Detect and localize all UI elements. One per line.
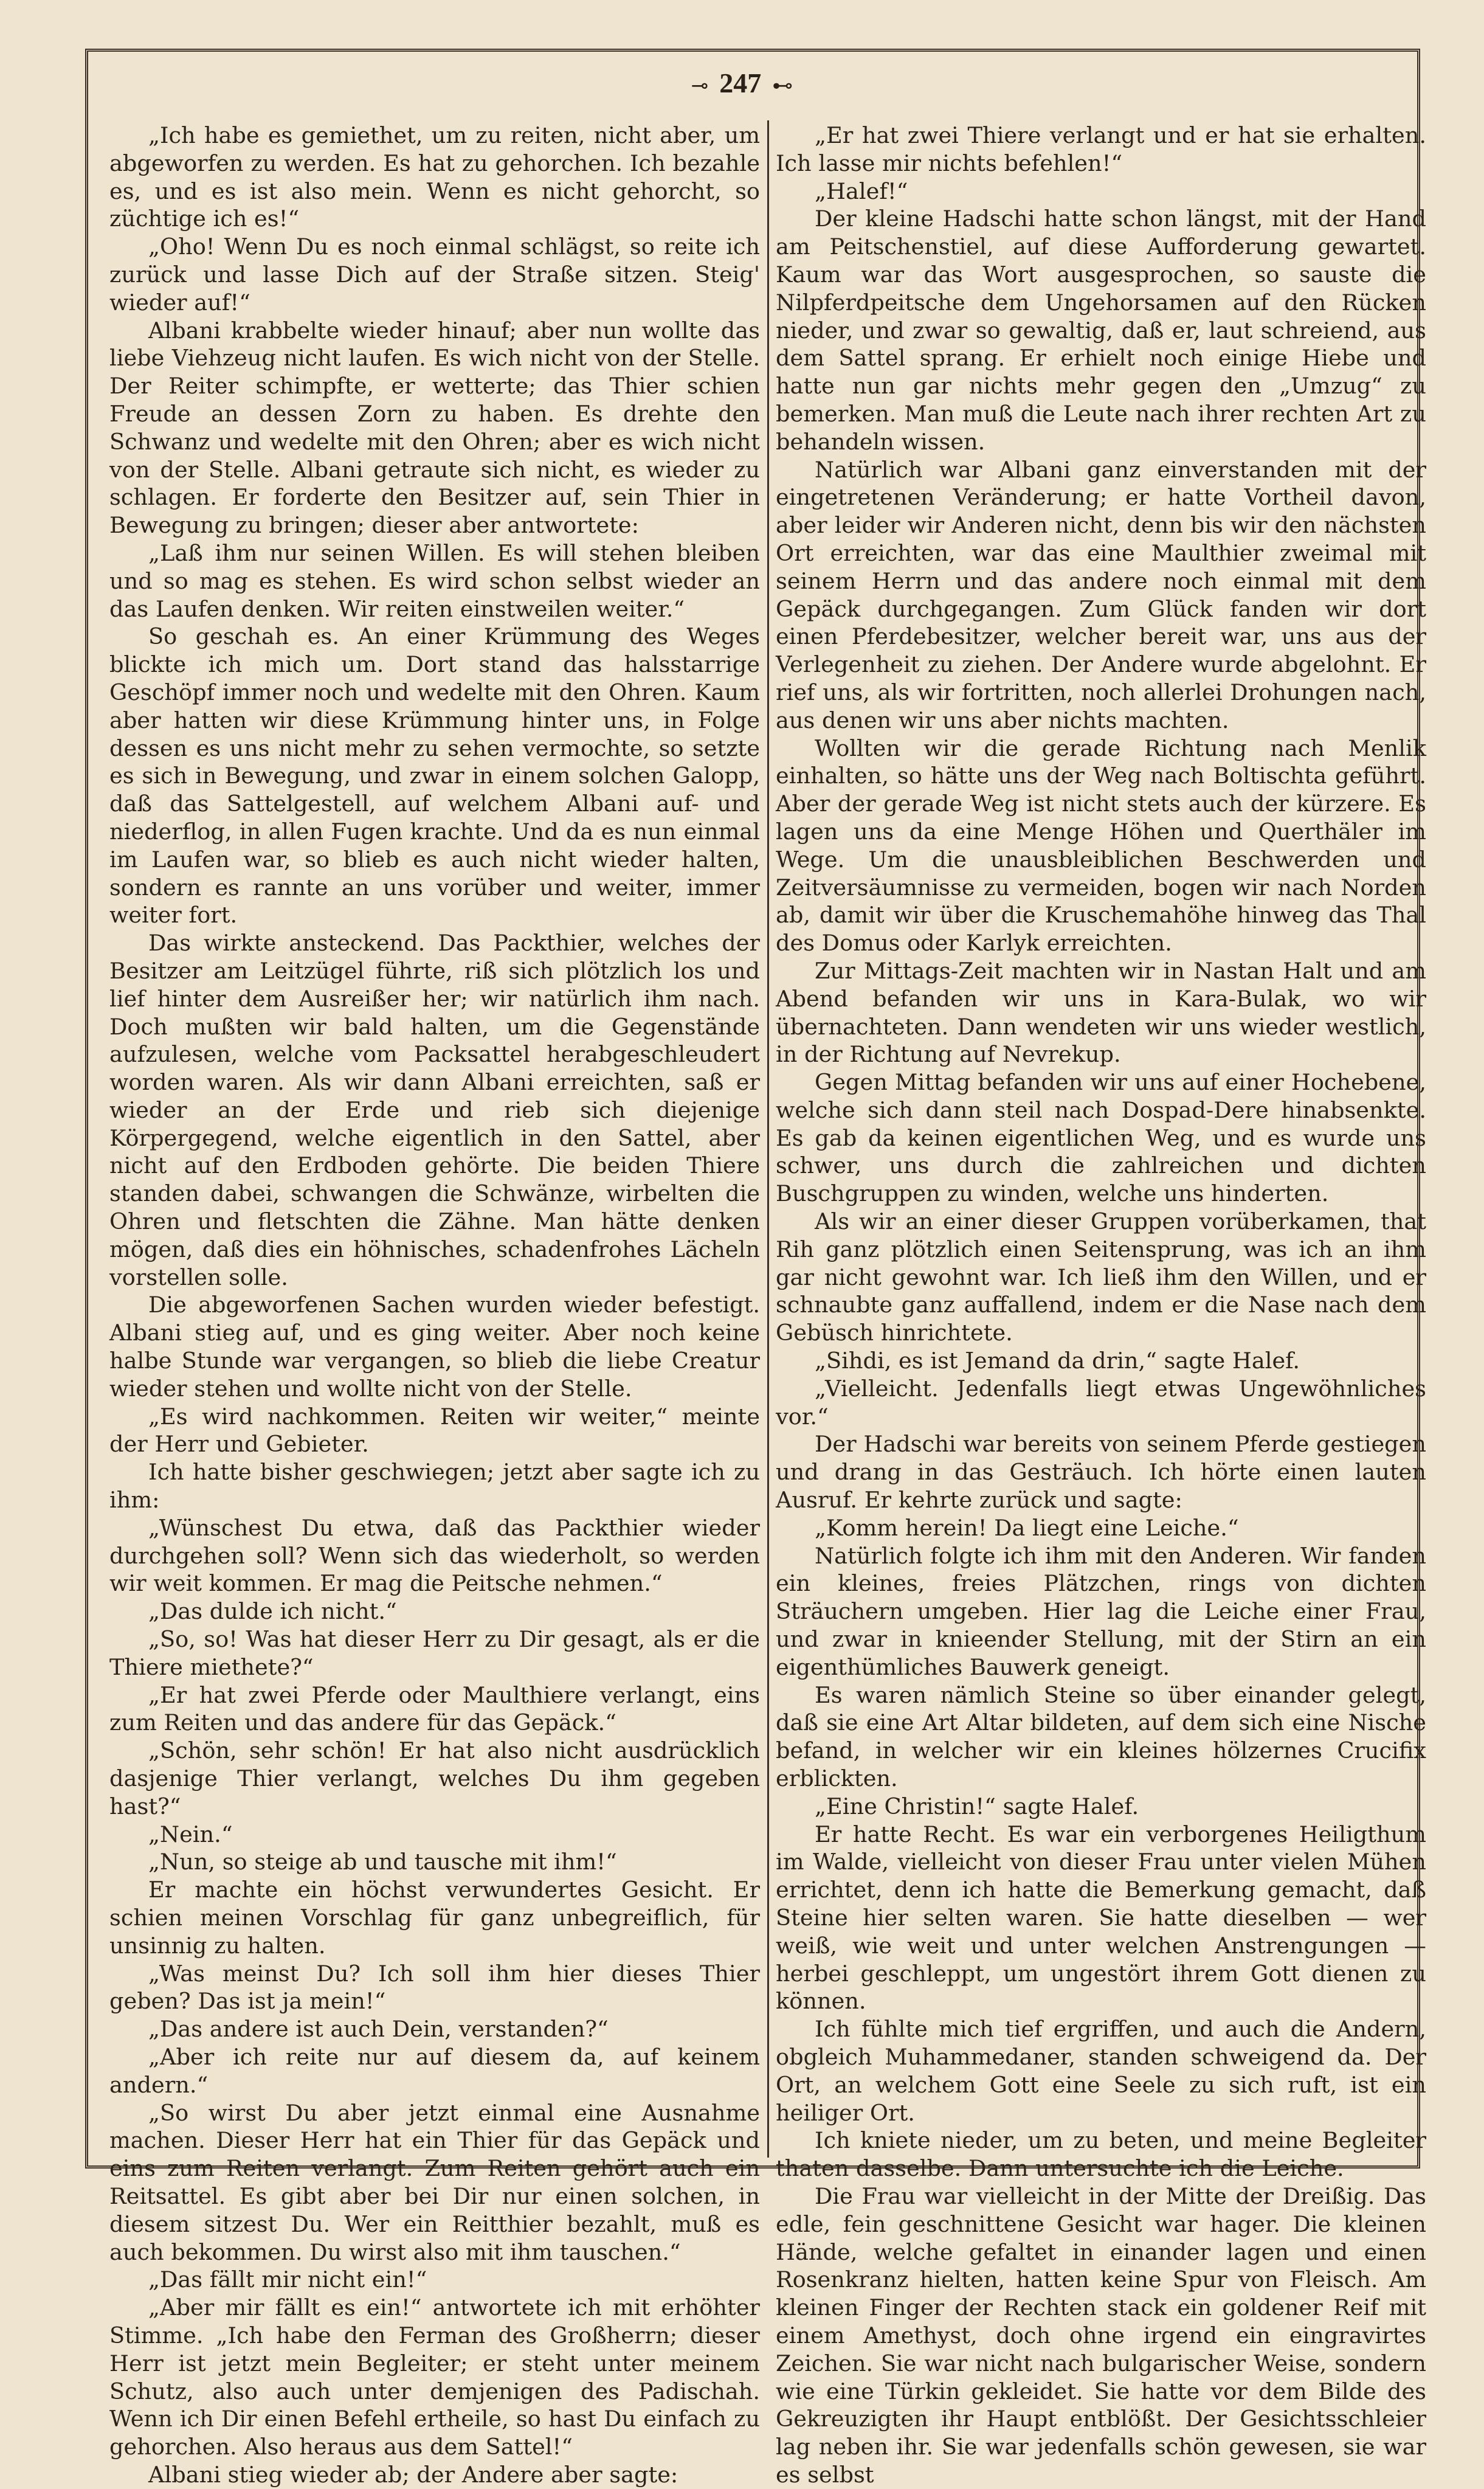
paragraph: „Das dulde ich nicht.“ — [148, 1598, 397, 1625]
paragraph: „Das andere ist auch Dein, verstanden?“ — [148, 2016, 609, 2043]
column-divider — [767, 120, 769, 2158]
paragraph: „Sihdi, es ist Jemand da drin,“ sagte Halef. — [815, 1348, 1300, 1374]
paragraph: Albani stieg wieder ab; der Andere aber sagte: — [148, 2461, 678, 2488]
paragraph: „Vielleicht. Jedenfalls liegt etwas Ungewöhnliches vor.“ — [776, 1375, 1426, 1430]
paragraph: „Er hat zwei Pferde oder Maulthiere verlangt, eins zum Reiten und das andere für das Gepäck.“ — [109, 1681, 760, 1736]
paragraph: „Es wird nachkommen. Reiten wir weiter,“ meinte der Herr und Gebieter. — [109, 1403, 760, 1458]
paragraph: Die abgeworfenen Sachen wurden wieder befestigt. Albani stieg auf, und es ging weiter. Aber noch keine halbe Stunde war vergangen, so blieb die liebe Creatur wieder stehen und wollte nicht von der Stelle. — [109, 1292, 760, 1402]
paragraph: „Schön, sehr schön! Er hat also nicht ausdrücklich dasjenige Thier verlangt, welches Du ihm gegeben hast?“ — [109, 1737, 760, 1819]
paragraph: Natürlich folgte ich ihm mit den Anderen. Wir fanden ein kleines, freies Plätzchen, rings von dichten Sträuchern umgeben. Hier lag die Leiche einer Frau, und zwar in knieender Stellung, mit der Stirn an ein eigenthümliches Bauwerk geneigt. — [776, 1542, 1426, 1680]
paragraph: Ich kniete nieder, um zu beten, und meine Begleiter thaten dasselbe. Dann untersuchte ich die Leiche. — [776, 2127, 1426, 2182]
right-column — [776, 122, 1426, 2488]
paragraph: „Nein.“ — [148, 1821, 233, 1847]
paragraph: „So wirst Du aber jetzt einmal eine Ausnahme machen. Dieser Herr hat ein Thier für das Gepäck und eins zum Reiten verlangt. Zum Reiten gehört auch ein Reitsattel. Es gibt aber bei Dir nur einen solchen, in diesem sitzest Du. Wer ein Reitthier bezahlt, muß es auch bekommen. Du wirst also mit ihm tauschen.“ — [109, 2099, 760, 2265]
paragraph: „Laß ihm nur seinen Willen. Es will stehen bleiben und so mag es stehen. Es wird schon selbst wieder an das Laufen denken. Wir reiten einstweilen weiter.“ — [109, 539, 760, 622]
paragraph: Der Hadschi war bereits von seinem Pferde gestiegen und drang in das Gesträuch. Ich hörte einen lauten Ausruf. Er kehrte zurück und sagte: — [776, 1431, 1426, 1514]
paragraph: Es waren nämlich Steine so über einander gelegt, daß sie eine Art Altar bildeten, auf dem sich eine Nische befand, in welcher wir ein kleines hölzernes Crucifix erblickten. — [776, 1681, 1426, 1792]
page-number: 247 — [719, 68, 762, 99]
paragraph: „Was meinst Du? Ich soll ihm hier dieses Thier geben? Das ist ja mein!“ — [109, 1960, 760, 2015]
paragraph: „Nun, so steige ab und tausche mit ihm!“ — [148, 1849, 617, 1875]
paragraph: Als wir an einer dieser Gruppen vorüberkamen, that Rih ganz plötzlich einen Seitensprung, was ich an ihm gar nicht gewohnt war. Ich ließ ihm den Willen, und er schnaubte ganz auffallend, indem er die Nase nach dem Gebüsch hinrichtete. — [776, 1208, 1426, 1346]
paragraph: „Aber ich reite nur auf diesem da, auf keinem andern.“ — [109, 2043, 760, 2098]
paragraph: „Wünschest Du etwa, daß das Packthier wieder durchgehen soll? Wenn sich das wiederholt, so werden wir weit kommen. Er mag die Peitsche nehmen.“ — [109, 1514, 760, 1597]
paragraph: Der kleine Hadschi hatte schon längst, mit der Hand am Peitschenstiel, auf diese Aufforderung gewartet. Kaum war das Wort ausgesprochen, so sauste die Nilpferdpeitsche dem Ungehorsamen auf den Rücken nieder, und zwar so gewaltig, daß er, laut schreiend, aus dem Sattel sprang. Er erhielt noch einige Hiebe und hatte nun gar nichts mehr gegen den „Umzug“ zu bemerken. Man muß die Leute nach ihrer rechten Art zu behandeln wissen. — [776, 206, 1426, 455]
paragraph: „Aber mir fällt es ein!“ antwortete ich mit erhöhter Stimme. „Ich habe den Ferman des Großherrn; dieser Herr ist jetzt mein Begleiter; er steht unter meinem Schutz, also auch unter demjenigen des Padischah. Wenn ich Dir einen Befehl ertheile, so hast Du einfach zu gehorchen. Also heraus aus dem Sattel!“ — [109, 2294, 760, 2460]
paragraph: Zur Mittags-Zeit machten wir in Nastan Halt und am Abend befanden wir uns in Kara-Bulak, wo wir übernachteten. Dann wendeten wir uns wieder westlich, in der Richtung auf Nevrekup. — [776, 957, 1426, 1068]
paragraph: So geschah es. An einer Krümmung des Weges blickte ich mich um. Dort stand das halsstarrige Geschöpf immer noch und wedelte mit den Ohren. Kaum aber hatten wir diese Krümmung hinter uns, in Folge dessen es uns nicht mehr zu sehen vermochte, so setzte es sich in Bewegung, und zwar in einem solchen Galopp, daß das Sattelgestell, auf welchem Albani auf- und niederflog, in allen Fugen krachte. Und da es nun einmal im Laufen war, so blieb es auch nicht wieder halten, sondern es rannte an uns vorüber und weiter, immer weiter fort. — [109, 623, 760, 929]
paragraph: „So, so! Was hat dieser Herr zu Dir gesagt, als er die Thiere miethete?“ — [109, 1626, 760, 1680]
paragraph: „Das fällt mir nicht ein!“ — [148, 2266, 427, 2293]
paragraph: Er hatte Recht. Es war ein verborgenes Heiligthum im Walde, vielleicht von dieser Frau unter vielen Mühen errichtet, denn ich hatte die Bemerkung gemacht, daß Steine hier selten waren. Sie hatte dieselben — wer weiß, wie weit und unter welchen Anstrengungen — herbei geschleppt, um ungestört ihrem Gott dienen zu können. — [776, 1821, 1426, 2015]
paragraph: Wollten wir die gerade Richtung nach Menlik einhalten, so hätte uns der Weg nach Boltischta geführt. Aber der gerade Weg ist nicht stets auch der kürzere. Es lagen uns da eine Menge Höhen und Querthäler im Wege. Um die unausbleiblichen Beschwerden und Zeitversäumnisse zu vermeiden, bogen wir nach Norden ab, damit wir über die Kruschemahöhe hinweg das Thal des Domus oder Karlyk erreichten. — [776, 735, 1426, 957]
paragraph: Die Frau war vielleicht in der Mitte der Dreißig. Das edle, fein geschnittene Gesicht war hager. Die kleinen Hände, welche gefaltet in einander lagen und einen Rosenkranz hielten, hatten keine Spur von Fleisch. Am kleinen Finger der Rechten stack ein goldener Reif mit einem Amethyst, doch ohne irgend ein eingravirtes Zeichen. Sie war nicht nach bulgarischer Weise, sondern wie eine Türkin gekleidet. Sie hatte vor dem Bilde des Gekreuzigten ihr Haupt entblößt. Der Gesichtsschleier lag neben ihr. Sie war jedenfalls schön gewesen, sie war es selbst — [776, 2183, 1426, 2488]
paragraph: „Eine Christin!“ sagte Halef. — [815, 1793, 1139, 1819]
paragraph: „Halef!“ — [815, 178, 908, 204]
left-ornament: ⊸ — [691, 75, 709, 97]
paragraph: „Ich habe es gemiethet, um zu reiten, nicht aber, um abgeworfen zu werden. Es hat zu gehorchen. Ich bezahle es, und es ist also mein. Wenn es nicht gehorcht, so züchtige ich es!“ — [109, 122, 760, 232]
paragraph: „Komm herein! Da liegt eine Leiche.“ — [815, 1514, 1239, 1541]
paragraph: Ich hatte bisher geschwiegen; jetzt aber sagte ich zu ihm: — [109, 1459, 760, 1514]
paragraph: Gegen Mittag befanden wir uns auf einer Hochebene, welche sich dann steil nach Dospad-Dere hinabsenkte. Es gab da keinen eigentlichen Weg, und es wurde uns schwer, uns durch die zahlreichen und dichten Buschgruppen zu winden, welche uns hinderten. — [776, 1069, 1426, 1207]
page-header — [0, 67, 1484, 99]
paragraph: Das wirkte ansteckend. Das Packthier, welches der Besitzer am Leitzügel führte, riß sich plötzlich los und lief hinter dem Ausreißer her; wir natürlich ihm nach. Doch mußten wir bald halten, um die Gegenstände aufzulesen, welche vom Packsattel herabgeschleudert worden waren. Als wir dann Albani erreichten, saß er wieder an der Erde und rieb sich diejenige Körpergegend, welche eigentlich in den Sattel, aber nicht auf den Erdboden gehörte. Die beiden Thiere standen dabei, schwangen die Schwänze, wirbelten die Ohren und fletschten die Zähne. Man hätte denken mögen, daß dies ein höhnisches, schadenfrohes Lächeln vorstellen solle. — [109, 930, 760, 1290]
paragraph: „Oho! Wenn Du es noch einmal schlägst, so reite ich zurück und lasse Dich auf der Straße sitzen. Steig' wieder auf!“ — [109, 234, 760, 316]
right-ornament: ⊷ — [772, 75, 793, 97]
paragraph: Er machte ein höchst verwundertes Gesicht. Er schien meinen Vorschlag für ganz unbegreiflich, für unsinnig zu halten. — [109, 1877, 760, 1959]
paragraph: Natürlich war Albani ganz einverstanden mit der eingetretenen Veränderung; er hatte Vortheil davon, aber leider wir Anderen nicht, denn bis wir den nächsten Ort erreichten, war das eine Maulthier zweimal mit seinem Herrn und das andere noch einmal mit dem Gepäck durchgegangen. Zum Glück fanden wir dort einen Pferdebesitzer, welcher bereit war, uns aus der Verlegenheit zu ziehen. Der Andere wurde abgelohnt. Er rief uns, als wir fortritten, noch allerlei Drohungen nach, aus denen wir uns aber nichts machten. — [776, 456, 1426, 733]
left-column — [109, 122, 760, 2488]
paragraph: Albani krabbelte wieder hinauf; aber nun wollte das liebe Viehzeug nicht laufen. Es wich nicht von der Stelle. Der Reiter schimpfte, er wetterte; das Thier schien Freude an dessen Zorn zu haben. Es drehte den Schwanz und wedelte mit den Ohren; aber es wich nicht von der Stelle. Albani getraute sich nicht, es wieder zu schlagen. Er forderte den Besitzer auf, sein Thier in Bewegung zu bringen; dieser aber antwortete: — [109, 317, 760, 539]
paragraph: Ich fühlte mich tief ergriffen, und auch die Andern, obgleich Muhammedaner, standen schweigend da. Der Ort, an welchem Gott eine Seele zu sich ruft, ist ein heiliger Ort. — [776, 2016, 1426, 2126]
paragraph: „Er hat zwei Thiere verlangt und er hat sie erhalten. Ich lasse mir nichts befehlen!“ — [776, 122, 1426, 176]
